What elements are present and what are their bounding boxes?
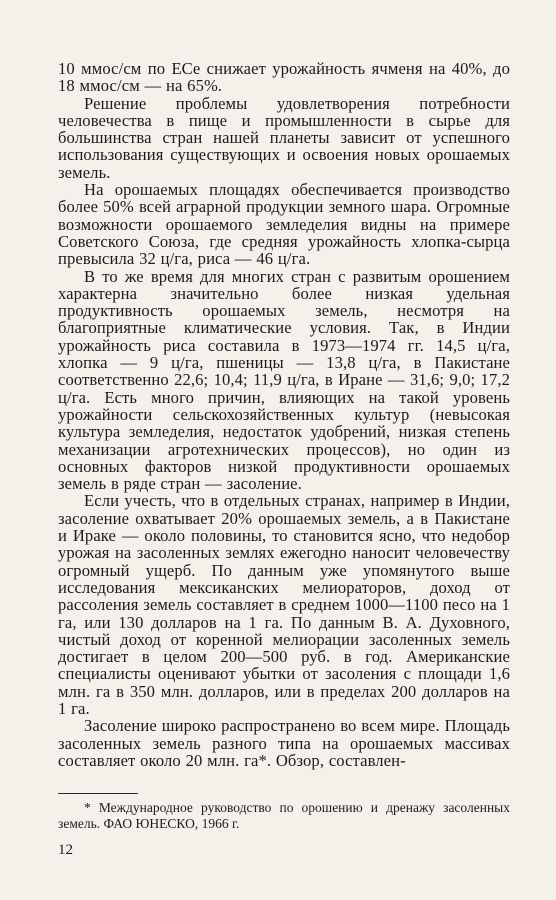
- paragraph: На орошаемых площадях обеспечивается производство более 50% всей аграрной продукции земного шара. Огромные возможности орошаемого земледелия видны на примере Советского Союза, где средняя урожайность хлопка-сырца превысила 32 ц/га, риса — 46 ц/га.: [58, 180, 510, 269]
- footnote: * Международное руководство по орошению и дренажу засоленных земель. ФАО ЮНЕСКО, 1966 г.: [58, 800, 510, 831]
- body-text: [58, 60, 510, 769]
- paragraph: Если учесть, что в отдельных странах, например в Индии, засоление охватывает 20% орошаемых земель, а в Пакистане и Ираке — около половины, то становится ясно, что недобор урожая на засоленных землях ежегодно наносит человечеству огромный ущерб. По данным уже упомянутого выше исследования мексиканских мелиораторов, доход от рассоления земель составляет в среднем 1000—1100 песо на 1 га, или 130 долларов на 1 га. По данным В. А. Духовного, чистый доход от коренной мелиорации засоленных земель достигает в целом 200—500 руб. в год. Американские специалисты оценивают убытки от засоления с площади 1,6 млн. га в 350 млн. долларов, или в пределах 200 долларов на 1 га.: [58, 491, 510, 718]
- paragraph: Засоление широко распространено во всем мире. Площадь засоленных земель разного типа на орошаемых массивах составляет около 20 млн. га*. Обзор, составлен-: [58, 716, 510, 770]
- paragraph: В то же время для многих стран с развитым орошением характерна значительно более низкая удельная продуктивность орошаемых земель, несмотря на благоприятные климатические условия. Так, в Индии урожайность риса составила в 1973—1974 гг. 14,5 ц/га, хлопка — 9 ц/га, пшеницы — 13,8 ц/га, в Пакистане соответственно 22,6; 10,4; 11,9 ц/га, в Иране — 31,6; 9,0; 17,2 ц/га. Есть много причин, влияющих на такой уровень урожайности сельскохозяйственных культур (невысокая культура земледелия, недостаток удобрений, низкая степень механизации агротехнических процессов), но один из основных факторов низкой продуктивности орошаемых земель в ряде стран — засоление.: [58, 266, 510, 494]
- footnote-divider: [58, 793, 138, 794]
- paragraph: Решение проблемы удовлетворения потребности человечества в пище и промышленности в сырье для большинства стран нашей планеты зависит от успешного использования существующих и освоения новых орошаемых земель.: [58, 93, 510, 182]
- page-number: 12: [58, 842, 73, 858]
- paragraph-continued: 10 ммос/см по ECe снижает урожайность ячменя на 40%, до 18 ммос/см — на 65%.: [58, 59, 510, 96]
